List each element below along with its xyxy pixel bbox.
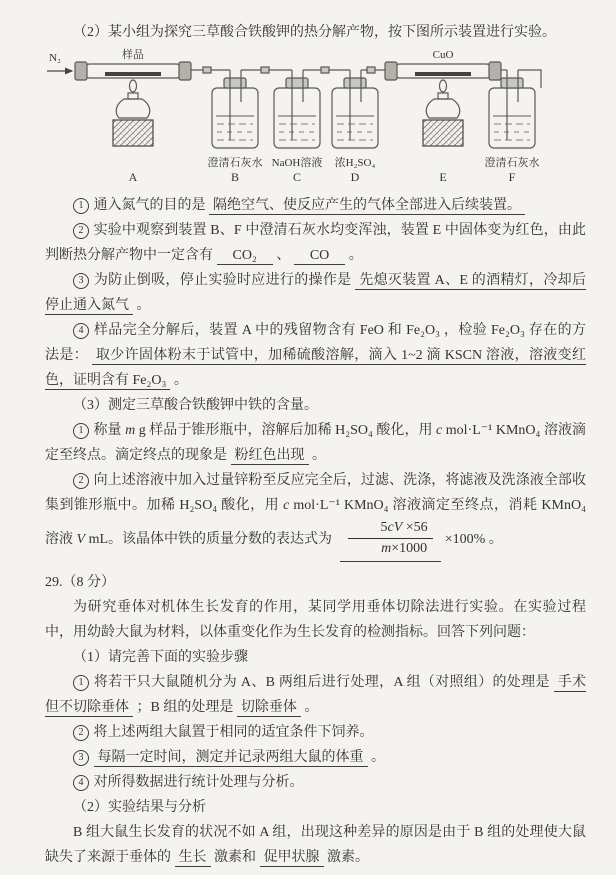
apparatus-letter-b: B [230,170,240,184]
text-run: g 样品于锥形瓶中，溶解后加稀 H₂SO₄ 酸化，用 [135,423,437,438]
text-run: 激素和 [210,850,260,865]
q29-1-step2 [45,720,586,745]
q28-2-item2 [45,218,586,268]
q28-2-item3 [45,268,586,318]
text-run: c [436,423,443,438]
text-run: （3）测定三草酸合铁酸钾中铁的含量。 [73,398,318,413]
text-run: 对所得数据进行统计处理与分析。 [90,775,304,790]
text-run: cV [387,520,403,535]
document-body [45,20,586,870]
answer-blank: 生长 [175,850,211,867]
gas-washing-bottle-b [212,70,258,148]
apparatus-diagram [45,48,586,189]
answer-blank: 取少许固体粉末于试管中，加稀硫酸溶解，滴入 1~2 滴 KSCN 溶液，溶液变红色，证明含有 Fe₂O₃ [45,348,587,388]
reaction-tube-e [385,62,501,80]
text-run: m [125,423,136,438]
text-run: c [283,498,290,513]
text-run: mL。该晶体中铁的质量分数的表达式为 [85,532,336,548]
text-run: 。 [300,700,319,715]
text-run: ；B 组的处理是 [133,700,237,715]
text-run: 实验中观察到装置 B、F 中澄清石灰水均变浑浊，装置 E 中固体变为红色，由此判断热分解产物中一定含有 [45,223,586,263]
circled-number: 4 [73,775,89,791]
q28-3-item1 [45,418,586,468]
fraction-numerator [348,518,433,539]
text-run: 为研究垂体对机体生长发育的作用，某同学用垂体切除法进行实验。在实验过程中，用幼龄大鼠为材料，以体重变化作为生长发育的检测指标。回答下列问题： [45,600,586,640]
q28-2-item1 [45,193,586,218]
circled-number: 2 [73,223,89,239]
gas-washing-bottle-d [332,70,378,148]
answer-blank: CO [294,248,345,265]
q29-1-step3 [45,745,586,770]
q29-2-analysis [45,820,586,870]
q28-3-item2 [45,468,586,562]
circled-number: 3 [73,750,89,766]
circled-number: 1 [73,423,89,439]
text-run: 。 [133,298,151,313]
q28-part3-intro [45,393,586,418]
text-run: 、 [272,248,294,263]
bottle-c-caption: NaOH溶液 [271,157,323,169]
text-run: 将若干只大鼠随机分为 A、B 两组后进行处理，A 组（对照组）的处理是 [90,675,554,690]
apparatus-letter-e: E [439,170,447,184]
text-run: ×1000 [391,541,428,556]
q29-part1-head [45,645,586,670]
circled-number: 4 [73,323,89,339]
q28-2-item4 [45,318,586,393]
text-run: mol·L⁻¹ KMnO₄ 溶液滴定至终点，消耗 KMnO₄ 溶液 [45,498,586,548]
text-run: （1）请完善下面的实验步骤 [73,650,248,665]
apparatus-letter-d: D [350,170,360,184]
text-run: （2）实验结果与分析 [73,800,206,815]
fraction-answer-blank [340,518,441,562]
reaction-tube-a [75,62,191,80]
text-run: 向上述溶液中加入过量锌粉至反应完全后，过滤、洗涤，将滤液及洗涤液全部收集到锥形瓶中。加稀 H₂SO₄ 酸化，用 [45,473,586,513]
circled-number: 1 [73,675,89,691]
gas-washing-bottle-c [274,70,320,148]
text-run: 将上述两组大鼠置于相同的适宜条件下饲养。 [90,725,374,740]
text-run: mol·L⁻¹ KMnO₄ 溶液滴定至终点。滴定终点的现象是 [45,423,586,463]
bottle-f-caption: 澄清石灰水 [484,157,540,169]
alcohol-lamp-e [423,80,463,146]
answer-blank: 切除垂体 [237,700,301,717]
answer-blank: 手术但不切除垂体 [45,675,586,715]
apparatus-letter-c: C [292,170,302,184]
gas-washing-bottle-f [489,70,535,148]
text-run: 5 [380,520,388,535]
text-run: 29.（8 分） [45,575,115,590]
answer-blank: 隔绝空气、使反应产生的气体全部进入后续装置。 [209,198,525,215]
apparatus-letter-f: F [508,170,516,184]
q29-intro [45,595,586,645]
answer-blank: 粉红色出现 [231,448,309,465]
text-run: V [76,532,86,548]
apparatus-svg [45,48,586,184]
cuo-label: CuO [432,49,454,61]
answer-blank: CO₂ [217,248,273,265]
text-run: 。 [308,448,326,463]
text-run: 。 [367,750,385,765]
circled-number: 1 [73,198,89,214]
text-run: 。 [345,248,363,263]
text-run: 。 [170,373,188,388]
text-run: 通入氮气的目的是 [90,198,209,213]
text-run: m [381,541,392,556]
text-run: ×100% 。 [444,532,503,548]
q28-part2-intro [45,20,586,45]
text-run: 为防止倒吸，停止实验时应进行的操作是 [90,273,356,288]
q29-heading [45,570,586,595]
circled-number: 2 [73,473,89,489]
text-run: 称量 [90,423,126,438]
n2-label: N₂ [49,52,61,64]
text-run: ×56 [402,520,428,535]
q29-1-step1 [45,670,586,720]
text-run: （2）某小组为探究三草酸合铁酸钾的热分解产物，按下图所示装置进行实验。 [73,25,556,40]
apparatus-letter-a: A [128,170,138,184]
text-run: 样品完全分解后，装置 A 中的残留物含有 FeO 和 Fe₂O₃ ，检验 Fe₂O₃ 存在的方法是： [45,323,586,363]
answer-blank: 促甲状腺 [260,850,324,867]
circled-number: 2 [73,725,89,741]
answer-blank: 每隔一定时间，测定并记录两组大鼠的体重 [94,750,368,767]
circled-number: 3 [73,273,89,289]
bottle-d-caption: 浓H₂SO₄ [334,157,376,169]
answer-blank: 先熄灭装置 A、E 的酒精灯，冷却后停止通入氮气 [45,273,586,313]
q29-1-step4 [45,770,586,795]
bottle-b-caption: 澄清石灰水 [207,157,263,169]
q29-part2-head [45,795,586,820]
text-run [90,750,94,765]
text-run: B 组大鼠生长发育的状况不如 A 组，出现这种差异的原因是由于 B 组的处理使大鼠缺失了来源于垂体的 [45,825,586,865]
sample-label: 样品 [122,49,144,61]
alcohol-lamp-a [113,80,153,146]
fraction-denominator [348,539,433,558]
text-run: 激素。 [323,850,369,865]
